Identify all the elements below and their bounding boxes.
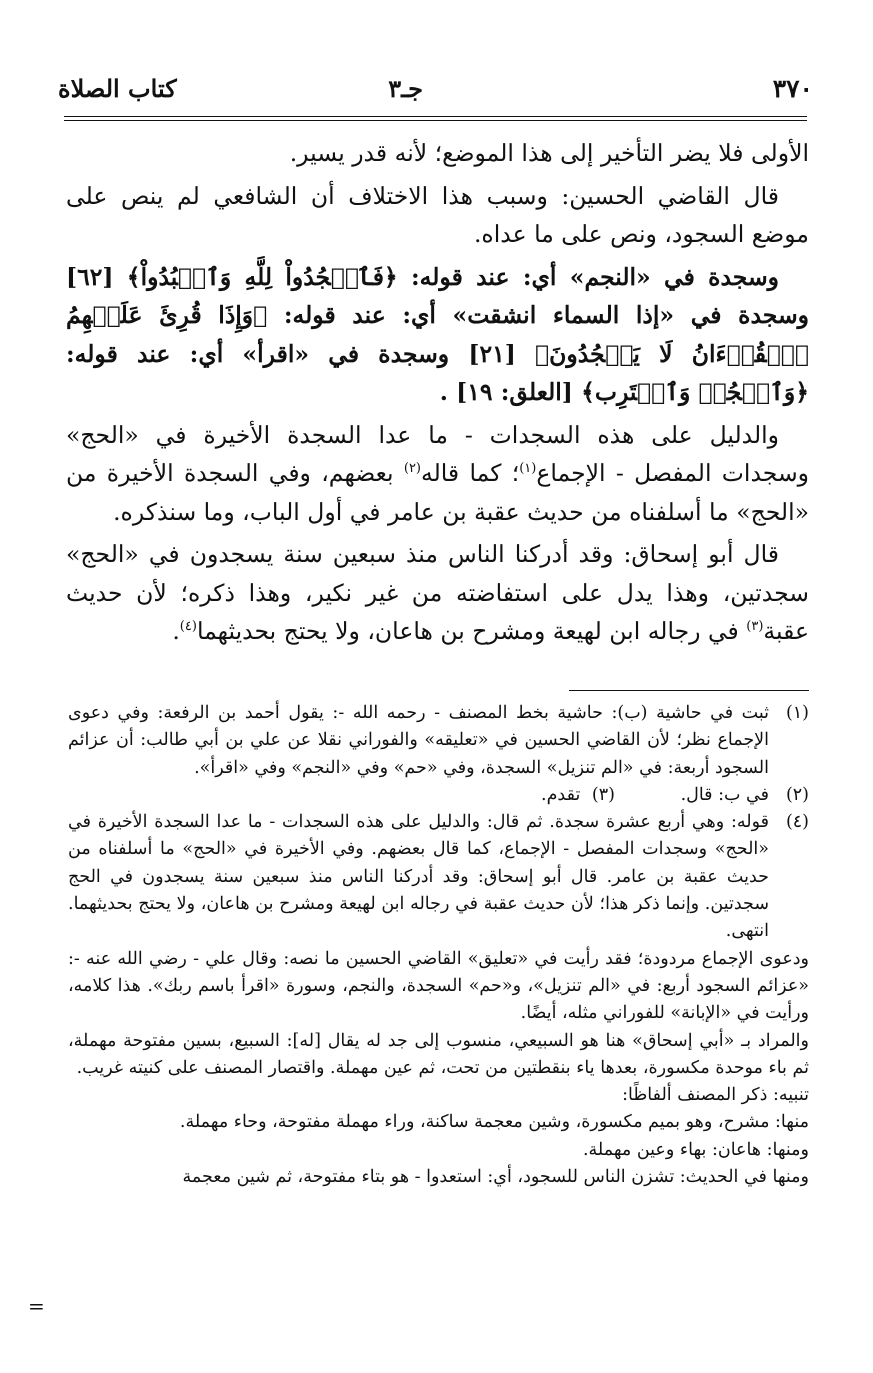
- footnotes: [68, 700, 809, 1191]
- paragraph-5-part-2: في رجاله ابن لهيعة ومشرح بن هاعان، ولا يحتج بحديثهما: [196, 617, 747, 645]
- footnote-4-continued-3: [68, 1082, 809, 1109]
- footnote-ref-2[interactable]: (٢): [403, 461, 421, 477]
- footnote-text: ومنها: هاعان: بهاء وعين مهملة.: [582, 1139, 809, 1160]
- footnote-text: والمراد بـ «أبي إسحاق» هنا هو السبيعي، منسوب إلى جد له يقال [له]: السبيع، بسين مفتوحة مهملة، ثم باء موحدة مكسورة، بعدها ياء بنقطتين من تحت، ثم عين مهملة. واقتصار المصنف على كنيته غريب.: [68, 1030, 809, 1078]
- paragraph-4: [66, 416, 809, 532]
- header-rule-secondary: [64, 120, 807, 121]
- continuation-mark: =: [28, 1294, 45, 1318]
- footnote-1: [68, 700, 809, 782]
- footnote-number: (١): [785, 703, 809, 723]
- footnote-4-continued-2: [68, 1028, 809, 1083]
- footnote-2-3: [68, 782, 809, 809]
- paragraph-5: [66, 535, 809, 651]
- footnote-4: [68, 809, 809, 945]
- paragraph-5-part-1: قال أبو إسحاق: وقد أدركنا الناس منذ سبعين سنة يسجدون في «الحج» سجدتين، وهذا يدل على استفاضته من غير نكير، وهذا ذكره؛ لأن حديث عقبة: [66, 540, 809, 645]
- header-rule: [64, 116, 807, 117]
- paragraph-4-part-2: ؛ كما قاله: [421, 459, 520, 487]
- footnote-number: (٣): [591, 784, 615, 805]
- paragraph-2: قال القاضي الحسين: وسبب هذا الاختلاف أن الشافعي لم ينص على موضع السجود، ونص على ما عداه.: [66, 181, 809, 248]
- footnote-number: (٤): [785, 812, 809, 833]
- paragraph-5-part-3: .: [172, 617, 180, 645]
- footnote-4-continued-4: [68, 1109, 809, 1136]
- footnote-ref-4[interactable]: (٤): [179, 619, 197, 635]
- footnote-text: قوله: وهي أربع عشرة سجدة. ثم قال: والدليل على هذه السجدات - ما عدا السجدة الأخيرة في «الحج» وسجدات المفصل - الإجماع، كما قال بعضهم. وفي الأخيرة في «الحج» ما أسلفناه من حديث عقبة بن عامر. قال أبو إسحاق: وقد أدركنا الناس منذ سبعين سنة يسجدون في الحج سجدتين. وإنما ذكر هذا؛ لأن حديث عقبة في رجاله ابن لهيعة ومشرح بن هاعان، ولا يحتج بحديثهما. انتهى.: [68, 812, 769, 942]
- footnote-4-continued-1: [68, 946, 809, 1028]
- paragraph-3: وسجدة في «النجم» أي: عند قوله: ﴿فَٱسۡجُدُواْ لِلَّهِ وَٱعۡبُدُواْ﴾ [٦٢] وسجدة في «إذا السماء انشقت» أي: عند قوله: ﴿وَإِذَا قُرِئَ عَلَيۡهِمُ ٱلۡقُرۡءَانُ لَا يَسۡجُدُونَ﴾ [٢١] وسجدة في «اقرأ» أي: عند قوله: ﴿وَٱسۡجُدۡ وَٱقۡتَرِب﴾ [العلق: ١٩] .: [66, 262, 810, 406]
- footnote-ref-3[interactable]: (٣): [746, 619, 764, 635]
- footnote-text: تنبيه: ذكر المصنف ألفاظًا:: [622, 1085, 809, 1106]
- footnote-number: (٢): [785, 784, 809, 805]
- main-text: [66, 134, 809, 651]
- paragraph-4-part-3: بعضهم، وفي السجدة الأخيرة من «الحج» ما أسلفناه من حديث عقبة بن عامر في أول الباب، وما سنذكره.: [66, 459, 809, 526]
- page-number: ٣٧٠: [772, 74, 813, 103]
- footnote-text: في ب: قال.: [680, 784, 769, 805]
- book-title: كتاب الصلاة: [58, 74, 177, 103]
- paragraph-4-part-1: والدليل على هذه السجدات - ما عدا السجدة الأخيرة في «الحج» وسجدات المفصل - الإجماع: [66, 420, 810, 487]
- footnote-text: ومنها في الحديث: تشزن الناس للسجود، أي: استعدوا - هو بتاء مفتوحة، ثم شين معجمة: [182, 1167, 809, 1188]
- footnote-ref-1[interactable]: (١): [519, 461, 537, 477]
- footnote-separator: [569, 690, 809, 691]
- footnote-4-continued-6: [68, 1164, 809, 1191]
- footnote-text: منها: مشرح، وهو بميم مكسورة، وشين معجمة ساكنة، وراء مهملة مفتوحة، وحاء مهملة.: [179, 1112, 809, 1133]
- paragraph-1: الأولى فلا يضر التأخير إلى هذا الموضع؛ لأنه قدر يسير.: [289, 139, 809, 167]
- footnote-text: ثبت في حاشية (ب): حاشية بخط المصنف - رحمه الله -: يقول أحمد بن الرفعة: وفي دعوى الإجماع نظر؛ لأن القاضي الحسين في «تعليقه» والفوراني نقلا عن علي بن أبي طالب: أن عزائم السجود أربعة: في «الم تنزيل» السجدة، وفي «حم» وفي «النجم» وفي «اقرأ».: [68, 703, 769, 778]
- footnote-text: ودعوى الإجماع مردودة؛ فقد رأيت في «تعليق» القاضي الحسين ما نصه: وقال علي - رضي الله عنه -: «عزائم السجود أربع: في «الم تنزيل»، و«حم» السجدة، والنجم، وسورة «اقرأ باسم ربك». هذا كلامه، ورأيت في «الإبانة» للفوراني مثله، أيضًا.: [68, 948, 809, 1024]
- volume-number: جـ٣: [388, 74, 423, 103]
- running-header: [58, 74, 813, 114]
- footnote-4-continued-5: [68, 1137, 809, 1164]
- footnote-text: تقدم.: [541, 784, 581, 805]
